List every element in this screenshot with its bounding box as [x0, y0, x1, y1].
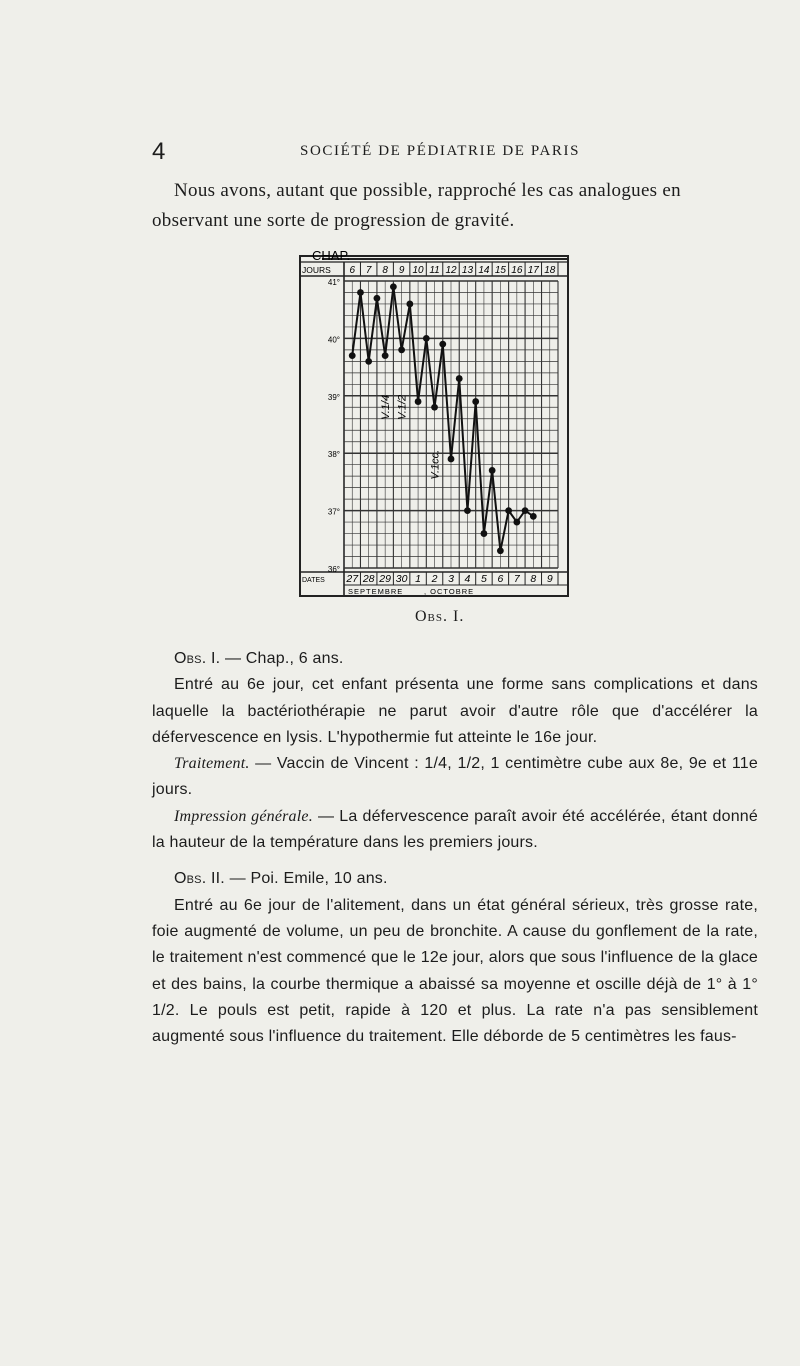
- date-label: 30: [395, 573, 408, 585]
- day-label: 15: [494, 265, 506, 276]
- temperature-point: [349, 352, 356, 359]
- temperature-point: [423, 335, 430, 342]
- obs1-paragraph: Entré au 6e jour, cet enfant présenta une forme sans complications et dans laquelle la bactériothérapie ne parut avoir d'autre rôle que d'accélérer la défervescence en lysis. L'hypothermie fut atteinte le 16e jour.: [152, 676, 758, 746]
- chart-caption: Obs. I.: [415, 608, 465, 625]
- temperature-point: [365, 358, 372, 365]
- day-label: 14: [478, 265, 490, 276]
- days-row-label: JOURS: [302, 265, 331, 275]
- temperature-point: [513, 519, 520, 526]
- vaccine-annotation: V.1/4: [380, 394, 393, 420]
- date-label: 27: [346, 573, 359, 585]
- date-label: 29: [379, 573, 391, 585]
- impression-text: — La défervescence paraît avoir été accélérée, étant donné la hauteur de la température dans les premiers jours.: [152, 807, 758, 852]
- vaccine-annotation: V.1cc.: [429, 449, 442, 480]
- temperature-chart-svg: [292, 248, 576, 600]
- date-label: 5: [481, 573, 487, 585]
- article-body: [152, 646, 758, 1050]
- day-label: 12: [445, 265, 457, 276]
- obs1-label: Obs. I.: [174, 650, 221, 667]
- y-tick-label: 37°: [327, 507, 340, 517]
- date-label: 28: [362, 573, 375, 585]
- month-label: , OCTOBRE: [424, 587, 475, 596]
- day-label: 11: [429, 265, 440, 276]
- obs2-paragraph: Entré au 6e jour de l'alitement, dans un état général sérieux, très grosse rate, foie augmenté de volume, un peu de bronchite. A cause du gonflement de la rate, le traitement n'est commencé que le 12e jour, alors que sous l'influence de la glace et des bains, la courbe thermique a abaissé sa moyenne et oscille déjà de 1° à 1° 1/2. Le pouls est petit, rapide à 120 et plus. La rate n'a pas sensiblement augmenté sous l'influence du traitement. Elle déborde de 5 centimètres les faus-: [152, 896, 758, 1046]
- date-label: 4: [464, 573, 471, 585]
- day-label: 6: [349, 265, 356, 276]
- obs2-heading-rest: — Poi. Emile, 10 ans.: [224, 870, 388, 888]
- obs1-traitement: [152, 751, 758, 804]
- day-label: 10: [412, 265, 424, 276]
- y-tick-label: 40°: [327, 335, 340, 345]
- date-label: 8: [530, 573, 537, 585]
- temperature-chart: [292, 248, 576, 600]
- date-label: 1: [415, 573, 421, 585]
- temperature-point: [439, 341, 446, 348]
- day-label: 16: [511, 265, 523, 276]
- temperature-point: [497, 547, 504, 554]
- traitement-text: — Vaccin de Vincent : 1/4, 1/2, 1 centimètre cube aux 8e, 9e et 11e jours.: [152, 755, 758, 799]
- obs1-heading-rest: — Chap., 6 ans.: [220, 650, 344, 667]
- temperature-point: [431, 404, 438, 411]
- vaccine-annotation: V.1/2: [396, 394, 409, 420]
- running-title: SOCIÉTÉ DE PÉDIATRIE DE PARIS: [300, 143, 581, 159]
- day-label: 8: [382, 265, 388, 276]
- temperature-point: [464, 507, 471, 514]
- obs1-impression: [152, 804, 758, 857]
- temperature-point: [382, 352, 389, 359]
- dates-row-label: DATES: [302, 577, 325, 584]
- chart-title: CHAP.: [312, 248, 351, 263]
- y-tick-label: 36°: [327, 565, 340, 574]
- intro-section: [152, 176, 752, 236]
- obs2-label: Obs. II.: [174, 870, 225, 888]
- temperature-point: [489, 467, 496, 474]
- temperature-point: [481, 530, 488, 537]
- day-label: 7: [365, 265, 372, 276]
- temperature-point: [398, 346, 405, 353]
- temperature-point: [472, 398, 479, 405]
- temperature-point: [530, 513, 537, 520]
- day-label: 13: [461, 265, 474, 276]
- intro-paragraph: Nous avons, autant que possible, rapproché les cas analogues en observant une sorte de progression de gravité.: [152, 180, 681, 231]
- impression-label: Impression générale.: [174, 807, 313, 825]
- month-label: SEPTEMBRE: [348, 587, 404, 596]
- temperature-point: [390, 283, 397, 290]
- temperature-point: [522, 507, 529, 514]
- day-label: 18: [544, 265, 556, 276]
- date-label: 9: [546, 573, 553, 585]
- obs2-heading: [152, 866, 758, 892]
- date-label: 2: [431, 573, 438, 585]
- temperature-point: [505, 507, 512, 514]
- temperature-point: [415, 398, 422, 405]
- date-label: 6: [497, 573, 504, 585]
- day-label: 17: [527, 265, 539, 276]
- temperature-point: [456, 375, 463, 382]
- date-label: 3: [448, 573, 454, 585]
- temperature-point: [357, 289, 364, 296]
- y-tick-label: 38°: [327, 450, 340, 460]
- temperature-point: [374, 295, 381, 302]
- date-label: 7: [513, 573, 520, 585]
- day-label: 9: [398, 265, 405, 276]
- traitement-label: Traitement.: [174, 755, 250, 773]
- temperature-point: [406, 301, 413, 308]
- obs1-heading: [152, 646, 758, 672]
- y-tick-label: 39°: [327, 392, 340, 402]
- temperature-point: [448, 456, 455, 463]
- page-number: 4: [152, 138, 166, 165]
- y-tick-label: 41°: [327, 278, 340, 287]
